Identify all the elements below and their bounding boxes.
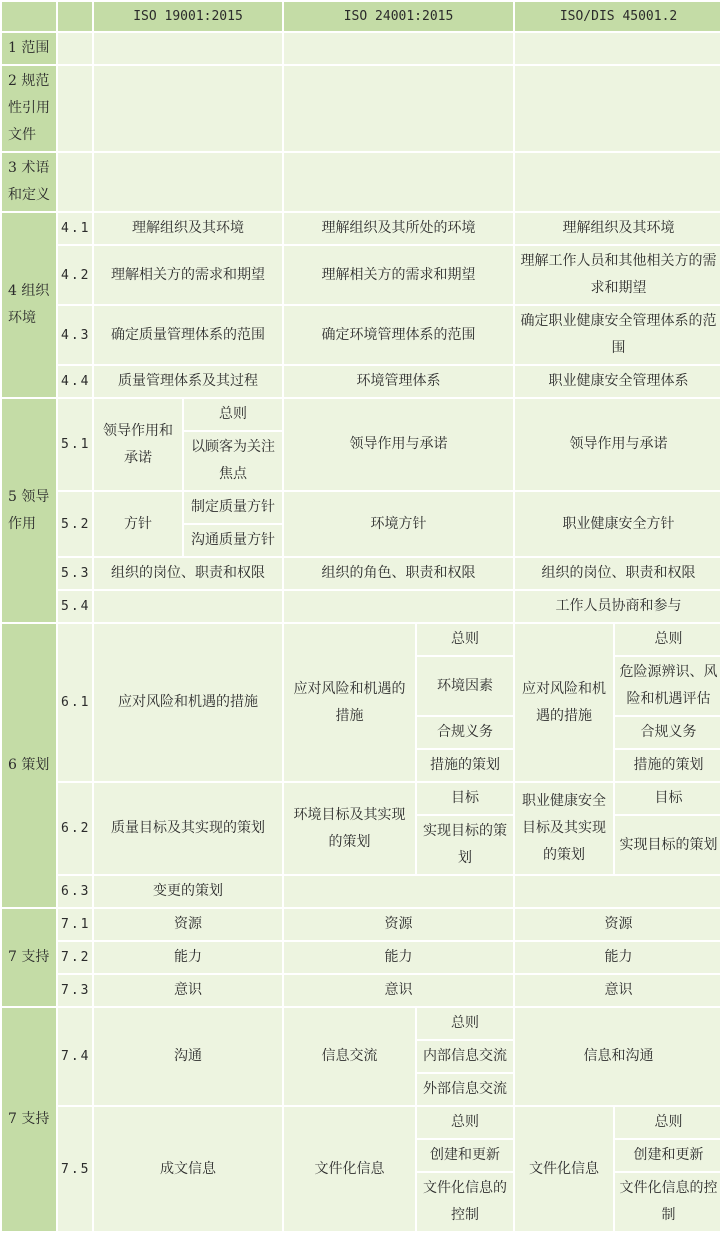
iso45001-cell: 能力 <box>515 942 720 973</box>
table-row <box>2 558 720 589</box>
iso45001-cell: 应对风险和机遇的措施 <box>515 624 613 781</box>
table-row <box>2 1008 720 1039</box>
empty-cell <box>58 66 92 151</box>
clause-number: 6.1 <box>58 624 92 781</box>
empty-cell <box>58 153 92 211</box>
table-row <box>2 492 720 523</box>
iso9001-subclause: 沟通质量方针 <box>184 525 282 556</box>
clause-number: 7.3 <box>58 975 92 1006</box>
clause-number: 4.2 <box>58 246 92 304</box>
iso45001-cell: 资源 <box>515 909 720 940</box>
iso9001-cell: 沟通 <box>94 1008 282 1105</box>
iso14001-subclause: 内部信息交流 <box>417 1041 513 1072</box>
header-row <box>2 2 720 31</box>
table-row <box>2 153 720 211</box>
empty-cell <box>94 66 282 151</box>
iso9001-cell: 变更的策划 <box>94 876 282 907</box>
iso9001-cell: 能力 <box>94 942 282 973</box>
iso45001-subclause: 创建和更新 <box>615 1140 720 1171</box>
iso45001-cell: 信息和沟通 <box>515 1008 720 1105</box>
iso45001-cell <box>515 876 720 907</box>
iso9001-subclause: 总则 <box>184 399 282 430</box>
iso9001-cell: 组织的岗位、职责和权限 <box>94 558 282 589</box>
iso14001-cell <box>284 876 513 907</box>
table-row <box>2 1107 720 1138</box>
iso14001-subclause: 总则 <box>417 1008 513 1039</box>
iso45001-cell: 文件化信息 <box>515 1107 613 1231</box>
iso14001-subclause: 外部信息交流 <box>417 1074 513 1105</box>
section-label: 2 规范性引用文件 <box>2 66 56 151</box>
iso14001-cell: 文件化信息 <box>284 1107 415 1231</box>
table-row <box>2 624 720 655</box>
iso14001-cell: 领导作用与承诺 <box>284 399 513 490</box>
iso9001-subclause: 以顾客为关注焦点 <box>184 432 282 490</box>
iso9001-cell: 应对风险和机遇的措施 <box>94 624 282 781</box>
iso9001-subclause: 制定质量方针 <box>184 492 282 523</box>
clause-number: 4.1 <box>58 213 92 244</box>
iso14001-subclause: 实现目标的策划 <box>417 816 513 874</box>
section-label: 3 术语和定义 <box>2 153 56 211</box>
iso45001-subclause: 实现目标的策划 <box>615 816 720 874</box>
clause-number: 5.2 <box>58 492 92 556</box>
iso9001-cell: 领导作用和承诺 <box>94 399 182 490</box>
clause-number: 6.2 <box>58 783 92 874</box>
clause-number: 5.3 <box>58 558 92 589</box>
iso45001-cell: 职业健康安全目标及其实现的策划 <box>515 783 613 874</box>
iso45001-cell: 职业健康安全管理体系 <box>515 366 720 397</box>
table-row <box>2 975 720 1006</box>
iso45001-subclause: 总则 <box>615 624 720 655</box>
empty-cell <box>515 153 720 211</box>
iso14001-subclause: 文件化信息的控制 <box>417 1173 513 1231</box>
iso9001-cell: 质量目标及其实现的策划 <box>94 783 282 874</box>
iso45001-cell: 职业健康安全方针 <box>515 492 720 556</box>
iso14001-cell: 资源 <box>284 909 513 940</box>
header-iso9001: ISO 19001:2015 <box>94 2 282 31</box>
iso14001-cell: 组织的角色、职责和权限 <box>284 558 513 589</box>
iso45001-subclause: 合规义务 <box>615 717 720 748</box>
iso14001-cell: 环境目标及其实现的策划 <box>284 783 415 874</box>
clause-number: 4.4 <box>58 366 92 397</box>
iso9001-cell: 资源 <box>94 909 282 940</box>
empty-cell <box>284 33 513 64</box>
table-row <box>2 591 720 622</box>
iso9001-cell: 质量管理体系及其过程 <box>94 366 282 397</box>
section-label: 6 策划 <box>2 624 56 907</box>
header-iso45001: ISO/DIS 45001.2 <box>515 2 720 31</box>
iso9001-cell: 方针 <box>94 492 182 556</box>
iso14001-subclause: 总则 <box>417 624 513 655</box>
iso9001-cell: 确定质量管理体系的范围 <box>94 306 282 364</box>
table-row <box>2 876 720 907</box>
iso14001-cell: 环境管理体系 <box>284 366 513 397</box>
table-row <box>2 33 720 64</box>
clause-number: 7.5 <box>58 1107 92 1231</box>
section-label: 1 范围 <box>2 33 56 64</box>
section-label: 4 组织环境 <box>2 213 56 397</box>
table-row <box>2 366 720 397</box>
clause-number: 5.4 <box>58 591 92 622</box>
empty-cell <box>515 66 720 151</box>
iso45001-cell: 工作人员协商和参与 <box>515 591 720 622</box>
iso14001-subclause: 环境因素 <box>417 657 513 715</box>
iso14001-subclause: 目标 <box>417 783 513 814</box>
empty-cell <box>284 153 513 211</box>
iso9001-cell: 成文信息 <box>94 1107 282 1231</box>
table-row <box>2 213 720 244</box>
iso14001-subclause: 合规义务 <box>417 717 513 748</box>
empty-cell <box>515 33 720 64</box>
iso14001-cell: 应对风险和机遇的措施 <box>284 624 415 781</box>
iso45001-cell: 组织的岗位、职责和权限 <box>515 558 720 589</box>
iso45001-subclause: 危险源辨识、风险和机遇评估 <box>615 657 720 715</box>
table-row <box>2 399 720 430</box>
iso45001-cell: 理解组织及其环境 <box>515 213 720 244</box>
iso14001-subclause: 创建和更新 <box>417 1140 513 1171</box>
table-row <box>2 783 720 814</box>
iso14001-cell: 理解组织及其所处的环境 <box>284 213 513 244</box>
iso14001-subclause: 措施的策划 <box>417 750 513 781</box>
clause-number: 7.2 <box>58 942 92 973</box>
iso45001-cell: 确定职业健康安全管理体系的范围 <box>515 306 720 364</box>
iso14001-cell: 环境方针 <box>284 492 513 556</box>
empty-cell <box>284 66 513 151</box>
iso14001-cell: 理解相关方的需求和期望 <box>284 246 513 304</box>
clause-number: 4.3 <box>58 306 92 364</box>
header-section-cell <box>2 2 56 31</box>
clause-number: 7.4 <box>58 1008 92 1105</box>
iso45001-subclause: 措施的策划 <box>615 750 720 781</box>
iso14001-cell: 确定环境管理体系的范围 <box>284 306 513 364</box>
empty-cell <box>58 33 92 64</box>
table-row <box>2 942 720 973</box>
iso14001-subclause: 总则 <box>417 1107 513 1138</box>
iso45001-cell: 领导作用与承诺 <box>515 399 720 490</box>
table-row <box>2 909 720 940</box>
iso9001-cell: 理解组织及其环境 <box>94 213 282 244</box>
iso45001-subclause: 总则 <box>615 1107 720 1138</box>
table-row <box>2 66 720 151</box>
empty-cell <box>94 153 282 211</box>
section-label: 7 支持 <box>2 909 56 1006</box>
iso14001-cell <box>284 591 513 622</box>
iso14001-cell: 意识 <box>284 975 513 1006</box>
section-label: 7 支持 <box>2 1008 56 1231</box>
iso45001-cell: 意识 <box>515 975 720 1006</box>
clause-number: 7.1 <box>58 909 92 940</box>
iso45001-subclause: 目标 <box>615 783 720 814</box>
iso45001-cell: 理解工作人员和其他相关方的需求和期望 <box>515 246 720 304</box>
table-row <box>2 246 720 304</box>
clause-number: 5.1 <box>58 399 92 490</box>
header-iso14001: ISO 24001:2015 <box>284 2 513 31</box>
header-clause-cell <box>58 2 92 31</box>
empty-cell <box>94 33 282 64</box>
section-label: 5 领导作用 <box>2 399 56 622</box>
iso14001-cell: 信息交流 <box>284 1008 415 1105</box>
iso9001-cell <box>94 591 282 622</box>
table-row <box>2 306 720 364</box>
iso9001-cell: 理解相关方的需求和期望 <box>94 246 282 304</box>
iso9001-cell: 意识 <box>94 975 282 1006</box>
iso14001-cell: 能力 <box>284 942 513 973</box>
clause-number: 6.3 <box>58 876 92 907</box>
iso45001-subclause: 文件化信息的控制 <box>615 1173 720 1231</box>
